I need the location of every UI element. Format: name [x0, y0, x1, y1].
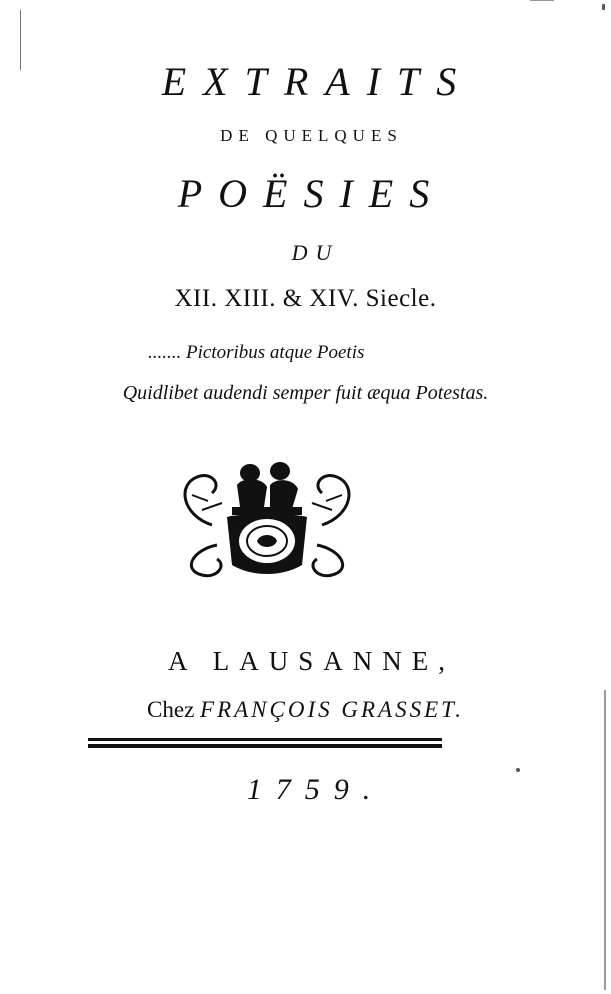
title-centuries: XII. XIII. & XIV. Siecle.: [174, 285, 437, 312]
epigraph-line-1: ....... Pictoribus atque Poetis: [148, 342, 365, 363]
publisher-name: FRANÇOIS GRASSET.: [200, 697, 464, 722]
top-right-mark: [530, 0, 554, 1]
ink-speck: [602, 4, 605, 10]
imprint-publisher: [0, 697, 611, 723]
title-de-quelques: DE QUELQUES: [220, 126, 403, 145]
epigraph-line-2: Quidlibet audendi semper fuit æqua Potestas.: [122, 382, 489, 404]
printer-ornament-icon: [172, 455, 362, 580]
double-rule-top: [88, 738, 442, 741]
title-du: DU: [291, 240, 340, 265]
title-extraits: EXTRAITS: [161, 59, 474, 104]
publisher-prefix: Chez: [147, 697, 195, 722]
title-poesies: POËSIES: [177, 171, 446, 216]
imprint-place: A LAUSANNE,: [167, 646, 455, 676]
imprint-year: 1759.: [246, 773, 385, 806]
double-rule-bottom: [88, 744, 442, 748]
right-margin-mark: [604, 690, 606, 990]
ink-speck: [516, 768, 520, 772]
